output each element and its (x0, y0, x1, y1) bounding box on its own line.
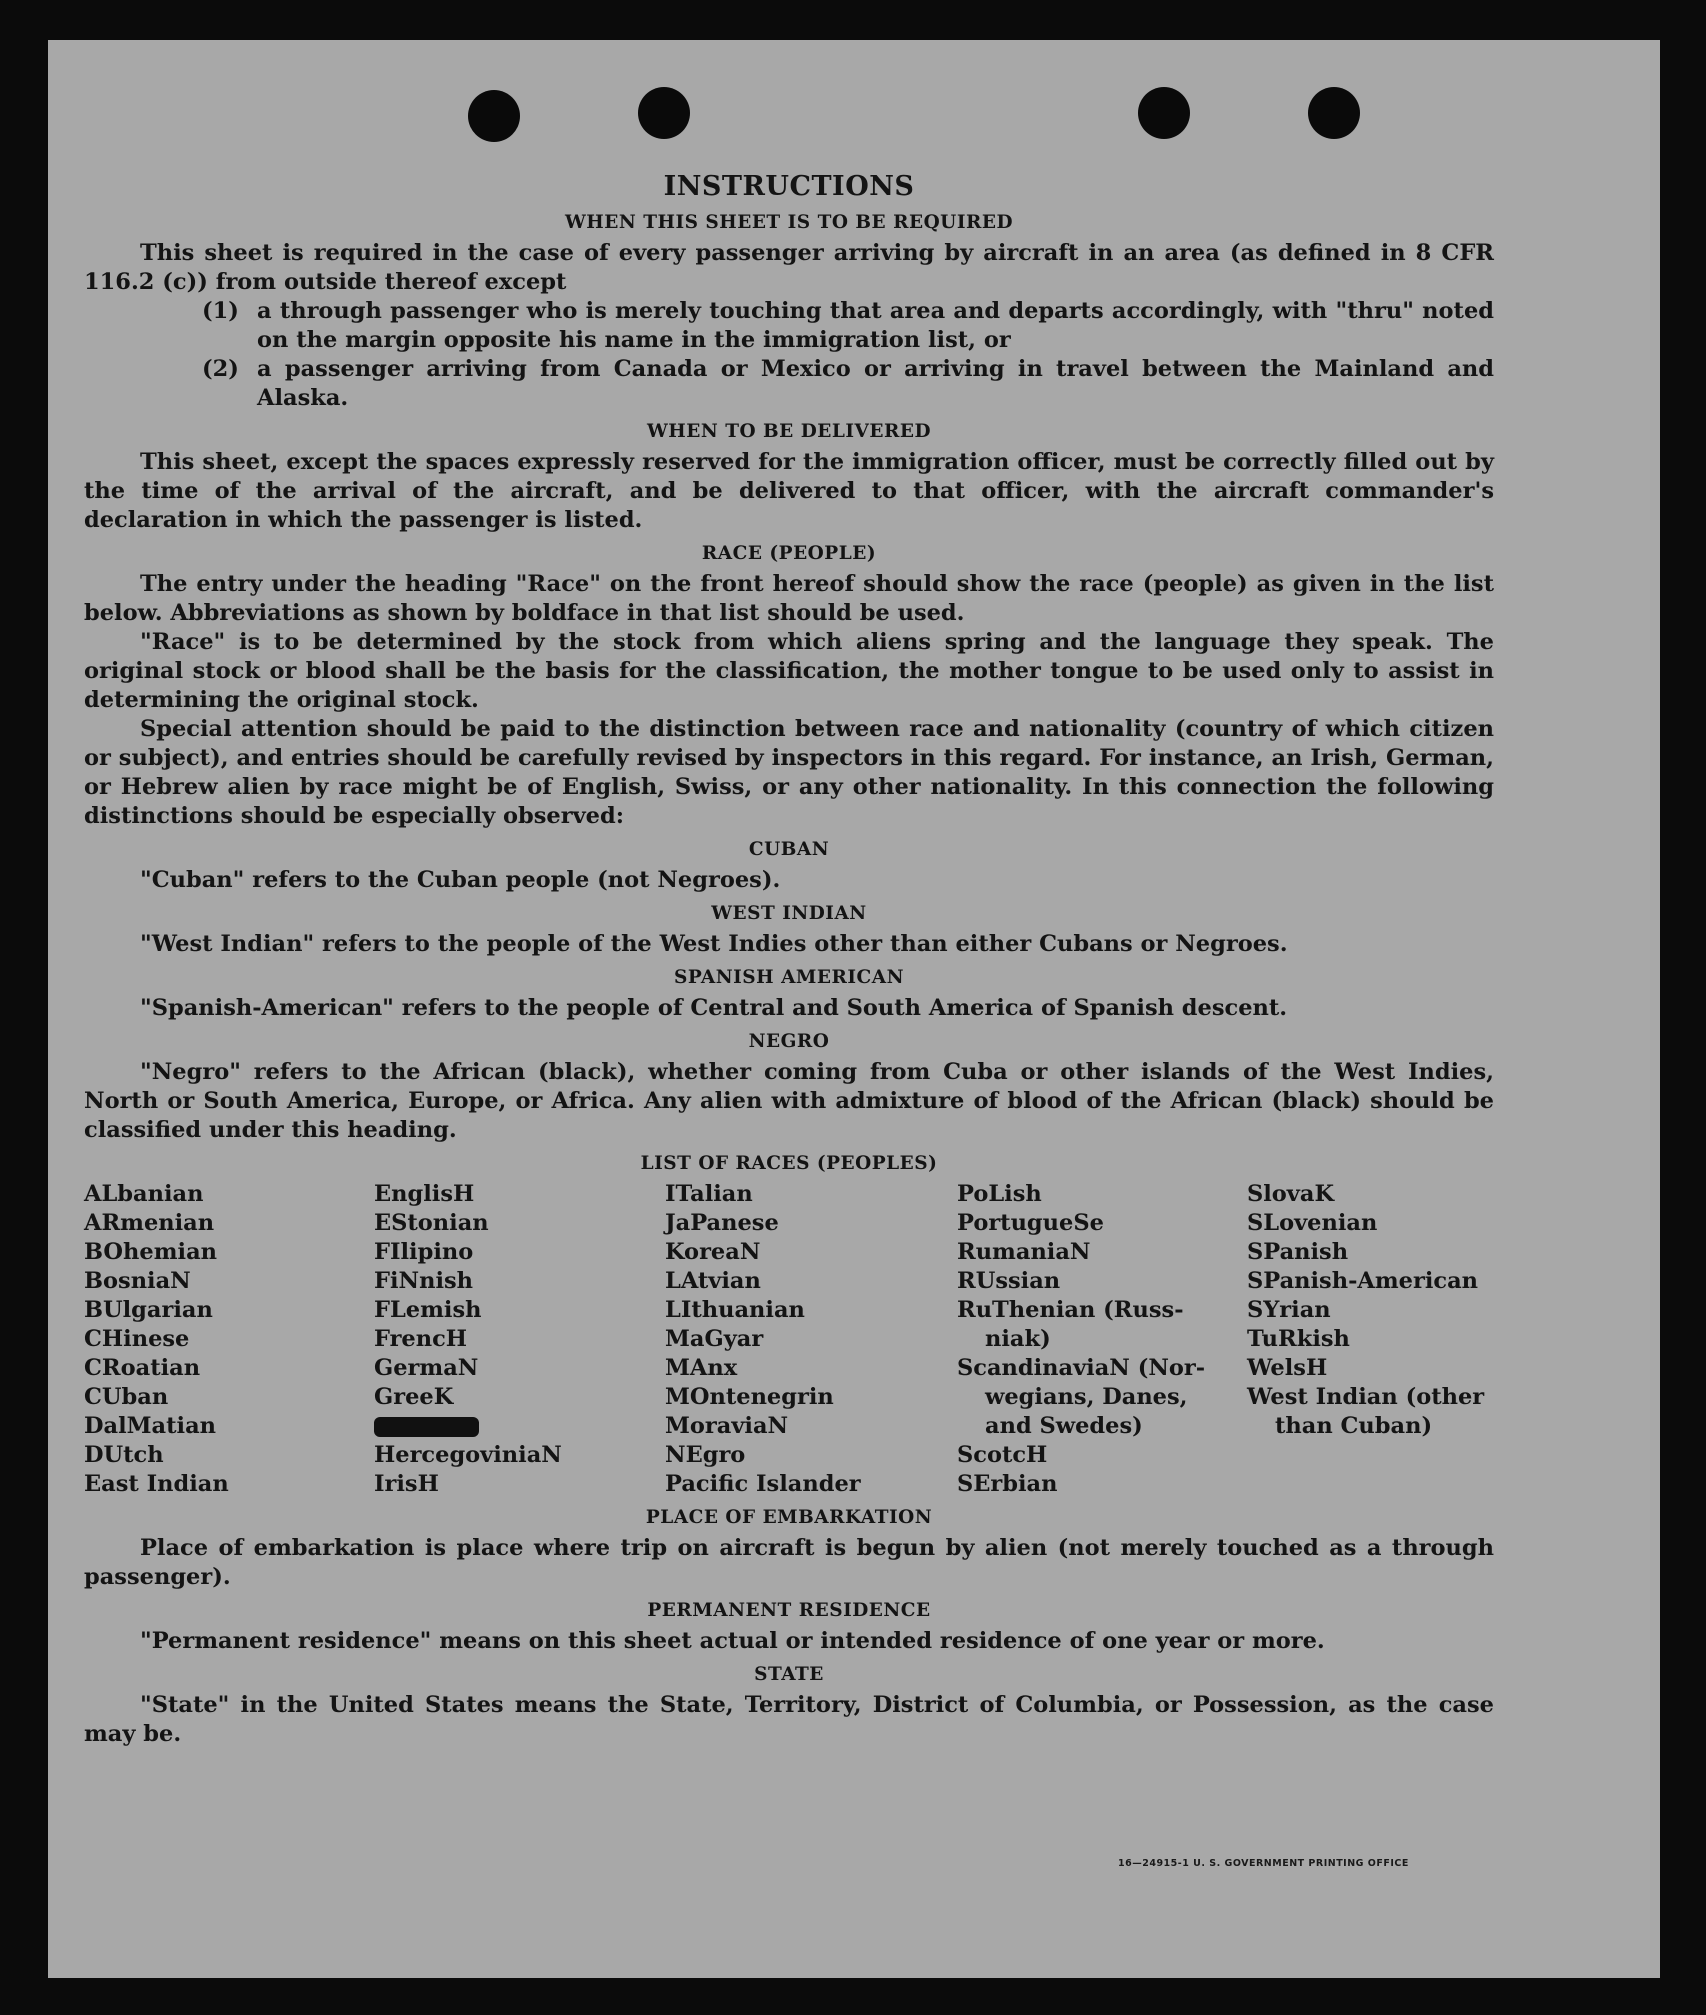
punch-hole (638, 87, 690, 139)
race-entry: NEgro (665, 1442, 746, 1468)
race-entry: HercegoviniaN (374, 1442, 562, 1468)
printer-imprint: 16—24915-1 U. S. GOVERNMENT PRINTING OFFICE (1118, 1858, 1409, 1869)
west-indian-text: "West Indian" refers to the people of the West Indies other than either Cubans or Negroes. (140, 931, 1288, 957)
race-entry: GermaN (374, 1355, 479, 1381)
race-entry-continued: niak) (985, 1326, 1051, 1352)
section-heading-cuban: CUBAN (748, 839, 830, 860)
residence-text: "Permanent residence" means on this sheet actual or intended residence of one year or more. (140, 1628, 1325, 1654)
race-entry: BosniaN (84, 1268, 191, 1294)
race-entry: TuRkish (1247, 1326, 1350, 1352)
race-paragraph: The entry under the heading "Race" on the front hereof should show the race (people) as given in the list below. Abbreviations as shown by boldface in that list should be used. (84, 571, 1494, 626)
race-column (665, 1180, 957, 1499)
instructions-content (84, 170, 1494, 1749)
race-entry: Pacific Islander (665, 1471, 861, 1497)
race-entry: FLemish (374, 1297, 482, 1323)
exception-item (202, 355, 1494, 413)
race-entry: SLovenian (1247, 1210, 1378, 1236)
section-heading-required: WHEN THIS SHEET IS TO BE REQUIRED (564, 212, 1013, 233)
race-entry: RUssian (957, 1268, 1061, 1294)
race-entry: DalMatian (84, 1413, 217, 1439)
embarkation-text: Place of embarkation is place where trip on aircraft is begun by alien (not merely touched as a through passenger). (84, 1535, 1494, 1590)
race-entry: SErbian (957, 1471, 1058, 1497)
exception-text: a through passenger who is merely touching that area and departs accordingly, with "thru" noted on the margin opposite his name in the immigration list, or (257, 298, 1494, 353)
race-entry: MaGyar (665, 1326, 764, 1352)
exception-item (202, 297, 1494, 355)
race-entry: GreeK (374, 1384, 454, 1410)
race-entry: JaPanese (665, 1210, 779, 1236)
race-entry: LIthuanian (665, 1297, 805, 1323)
race-entry: DUtch (84, 1442, 164, 1468)
race-entry: MAnx (665, 1355, 738, 1381)
section-heading-race: RACE (PEOPLE) (701, 543, 877, 564)
race-paragraph: "Race" is to be determined by the stock from which aliens spring and the language they speak. The original stock or blood shall be the basis for the classification, the mother tongue to be used only to assist in determining the original stock. (84, 629, 1494, 713)
race-entry: IrisH (374, 1471, 439, 1497)
race-entry: FiNnish (374, 1268, 474, 1294)
redacted-entry (374, 1412, 665, 1441)
race-entry: LAtvian (665, 1268, 761, 1294)
race-entry: PoLish (957, 1181, 1042, 1207)
race-entry-continued: and Swedes) (985, 1413, 1143, 1439)
race-entry: EnglisH (374, 1181, 475, 1207)
race-entry: East Indian (84, 1471, 229, 1497)
document-sheet (48, 40, 1660, 1978)
race-entry: BUlgarian (84, 1297, 213, 1323)
race-entry: RumaniaN (957, 1239, 1091, 1265)
race-entry: KoreaN (665, 1239, 761, 1265)
race-entry: CUban (84, 1384, 169, 1410)
negro-text: "Negro" refers to the African (black), whether coming from Cuba or other islands of the West Indies, North or South America, Europe, or Africa. Any alien with admixture of blood of the African (black) should be classified under this heading. (84, 1059, 1494, 1143)
race-paragraph: Special attention should be paid to the distinction between race and nationality (country of which citizen or subject), and entries should be carefully revised by inspectors in this regard. For instance, an Irish, German, or Hebrew alien by race might be of English, Swiss, or any other nationality. In this connection the following distinctions should be especially observed: (84, 716, 1494, 829)
race-entry: MOntenegrin (665, 1384, 834, 1410)
redaction-mark (374, 1417, 479, 1437)
spanish-american-text: "Spanish-American" refers to the people of Central and South America of Spanish descent. (140, 995, 1288, 1021)
race-entry: ITalian (665, 1181, 753, 1207)
race-entry: CRoatian (84, 1355, 201, 1381)
exception-number: (1) (202, 298, 239, 324)
cuban-text: "Cuban" refers to the Cuban people (not Negroes). (140, 867, 781, 893)
race-entry: ALbanian (84, 1181, 204, 1207)
section-heading-list-of-races: LIST OF RACES (PEOPLES) (640, 1153, 938, 1174)
race-entry: ScandinaviaN (Nor- (957, 1355, 1206, 1381)
punch-hole (1308, 87, 1360, 139)
race-column (374, 1180, 665, 1499)
race-list (84, 1180, 1494, 1499)
section-heading-negro: NEGRO (748, 1031, 830, 1052)
section-heading-state: STATE (754, 1664, 824, 1685)
state-text: "State" in the United States means the State, Territory, District of Columbia, or Possession, as the case may be. (84, 1692, 1494, 1747)
section-heading-west-indian: WEST INDIAN (711, 903, 867, 924)
race-entry-continued: wegians, Danes, (985, 1384, 1188, 1410)
race-entry: ARmenian (84, 1210, 215, 1236)
section-heading-spanish-american: SPANISH AMERICAN (673, 967, 905, 988)
race-entry: WelsH (1247, 1355, 1328, 1381)
punch-hole (468, 90, 520, 142)
race-entry: CHinese (84, 1326, 190, 1352)
race-entry: MoraviaN (665, 1413, 789, 1439)
race-entry: West Indian (other (1247, 1384, 1485, 1410)
page-title: INSTRUCTIONS (663, 171, 915, 202)
race-entry: BOhemian (84, 1239, 218, 1265)
race-column (957, 1180, 1247, 1499)
exception-number: (2) (202, 356, 239, 382)
race-entry: ScotcH (957, 1442, 1048, 1468)
section-heading-residence: PERMANENT RESIDENCE (647, 1600, 931, 1621)
required-intro: This sheet is required in the case of every passenger arriving by aircraft in an area (as defined in 8 CFR 116.2 (c)) from outside thereof except (84, 240, 1494, 295)
section-heading-delivered: WHEN TO BE DELIVERED (647, 421, 931, 442)
race-column (1247, 1180, 1497, 1499)
race-entry: PortugueSe (957, 1210, 1104, 1236)
race-entry: SYrian (1247, 1297, 1331, 1323)
race-entry: FIlipino (374, 1239, 474, 1265)
race-entry: EStonian (374, 1210, 489, 1236)
race-entry: SPanish (1247, 1239, 1349, 1265)
race-column (84, 1180, 374, 1499)
race-entry: SlovaK (1247, 1181, 1335, 1207)
punch-hole (1138, 87, 1190, 139)
race-entry: RuThenian (Russ- (957, 1297, 1184, 1323)
race-entry: SPanish-American (1247, 1268, 1479, 1294)
exception-text: a passenger arriving from Canada or Mexico or arriving in travel between the Mainland and Alaska. (257, 356, 1494, 411)
section-heading-embarkation: PLACE OF EMBARKATION (645, 1507, 933, 1528)
race-entry-continued: than Cuban) (1275, 1413, 1433, 1439)
race-entry: FrencH (374, 1326, 468, 1352)
delivered-text: This sheet, except the spaces expressly reserved for the immigration officer, must be correctly filled out by the time of the arrival of the aircraft, and be delivered to that officer, with the aircraft commander's declaration in which the passenger is listed. (84, 449, 1494, 533)
